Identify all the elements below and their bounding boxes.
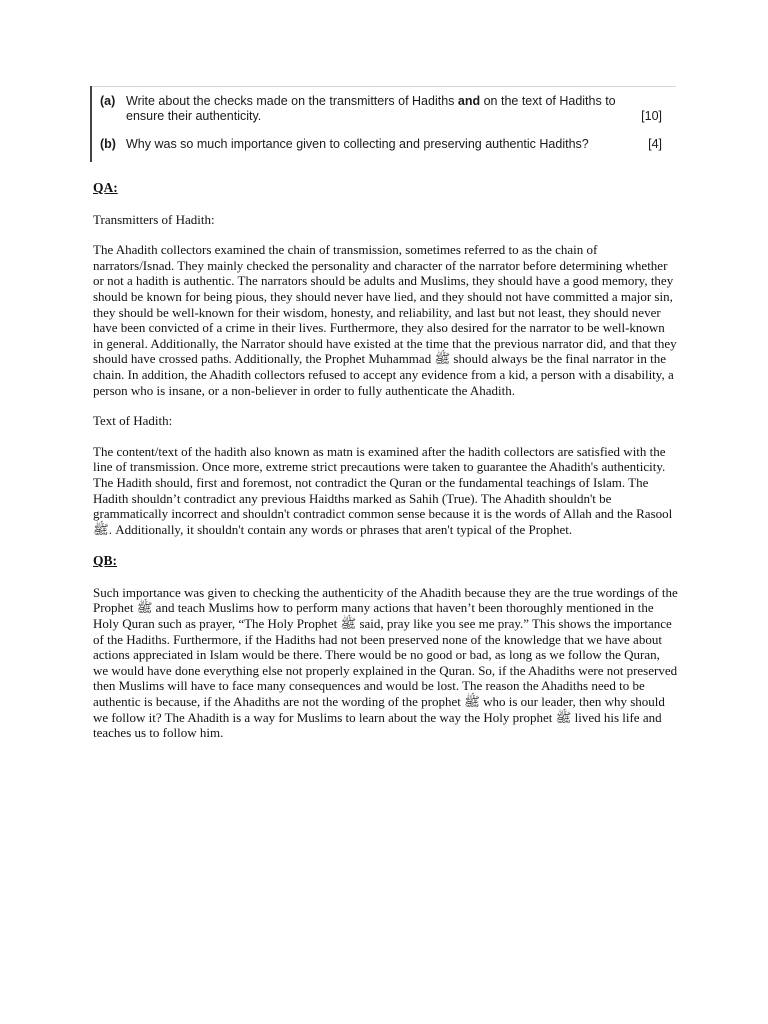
answer-b-heading: QB: bbox=[93, 553, 118, 569]
text-of-hadith-heading: Text of Hadith: bbox=[93, 413, 173, 429]
question-a-label: (a) bbox=[100, 94, 116, 108]
question-b-text: Why was so much importance given to collecting and preserving authentic Hadiths? bbox=[126, 137, 589, 151]
question-b-label: (b) bbox=[100, 137, 116, 151]
answer-content bbox=[93, 180, 678, 741]
question-box-top-border bbox=[90, 86, 676, 87]
question-b bbox=[100, 137, 662, 153]
question-b-marks: [4] bbox=[648, 137, 662, 151]
answer-b-paragraph: Such importance was given to checking the authenticity of the Ahadith because they are the true wordings of the Prophet ﷺ and teach Muslims how to perform many actions that haven’t been thoroughly mentioned in the Holy Quran such as prayer, “The Holy Prophet ﷺ said, pray like you see me pray.” This shows the importance of the Hadiths. Furthermore, if the Hadiths had not been preserved none of the knowledge that we have about actions appreciated in Islam would be there. There would be no good or bad, as long as we follow the Quran, we would have done everything else not properly explained in the Quran. So, if the Ahadiths were not preserved then Muslims will have to face many consequences and would be lost. The reason the Ahadiths need to be authentic is because, if the Ahadiths are not the wording of the prophet ﷺ who is our leader, then why should we follow it? The Ahadith is a way for Muslims to learn about the way the Holy prophet ﷺ lived his life and teaches us to follow him. bbox=[93, 584, 678, 741]
question-box bbox=[90, 82, 676, 162]
question-a bbox=[100, 94, 662, 126]
question-a-marks: [10] bbox=[641, 109, 662, 123]
question-a-text: Write about the checks made on the transmitters of Hadiths and on the text of Hadiths to ensure their authenticity. bbox=[126, 94, 616, 123]
transmitters-heading: Transmitters of Hadith: bbox=[93, 211, 215, 227]
question-box-left-border bbox=[90, 86, 92, 162]
text-of-hadith-paragraph: The content/text of the hadith also known as matn is examined after the hadith collectors are satisfied with the line of transmission. Once more, extreme strict precautions were taken to guarantee the Ahadith's authenticity. The Hadith should, first and foremost, not contradict the Quran or the fundamental teachings of Islam. The Hadith shouldn’t contradict any previous Haidths marked as Sahih (True). The Ahadith shouldn't be grammatically incorrect and shouldn't contradict common sense because it is the words of Allah and the Rasool ﷺ. Additionally, it shouldn't contain any words or phrases that aren't typical of the Prophet. bbox=[93, 443, 673, 537]
transmitters-paragraph: The Ahadith collectors examined the chain of transmission, sometimes referred to as the chain of narrators/Isnad. They mainly checked the personality and character of the narrator before determining whether or not a hadith is authentic. The narrators should be adults and Muslims, they should have a good memory, they should be known for being pious, they should never have lied, and they should not have committed a major sin, they should be well-known for their wisdom, honesty, and reliability, and last but not least, they should never have been convicted of a crime in their lives. Furthermore, they also desired for the narrator to be well-known in general. Additionally, the Narrator should have existed at the time that the previous narrator did, and that they should have crossed paths. Additionally, the Prophet Muhammad ﷺ should always be the final narrator in the chain. In addition, the Ahadith collectors refused to accept any evidence from a kid, a person with a disability, a person who is insane, or a non-believer in order to fully authenticate the Ahadith. bbox=[93, 242, 677, 398]
answer-a-heading: QA: bbox=[93, 180, 118, 195]
